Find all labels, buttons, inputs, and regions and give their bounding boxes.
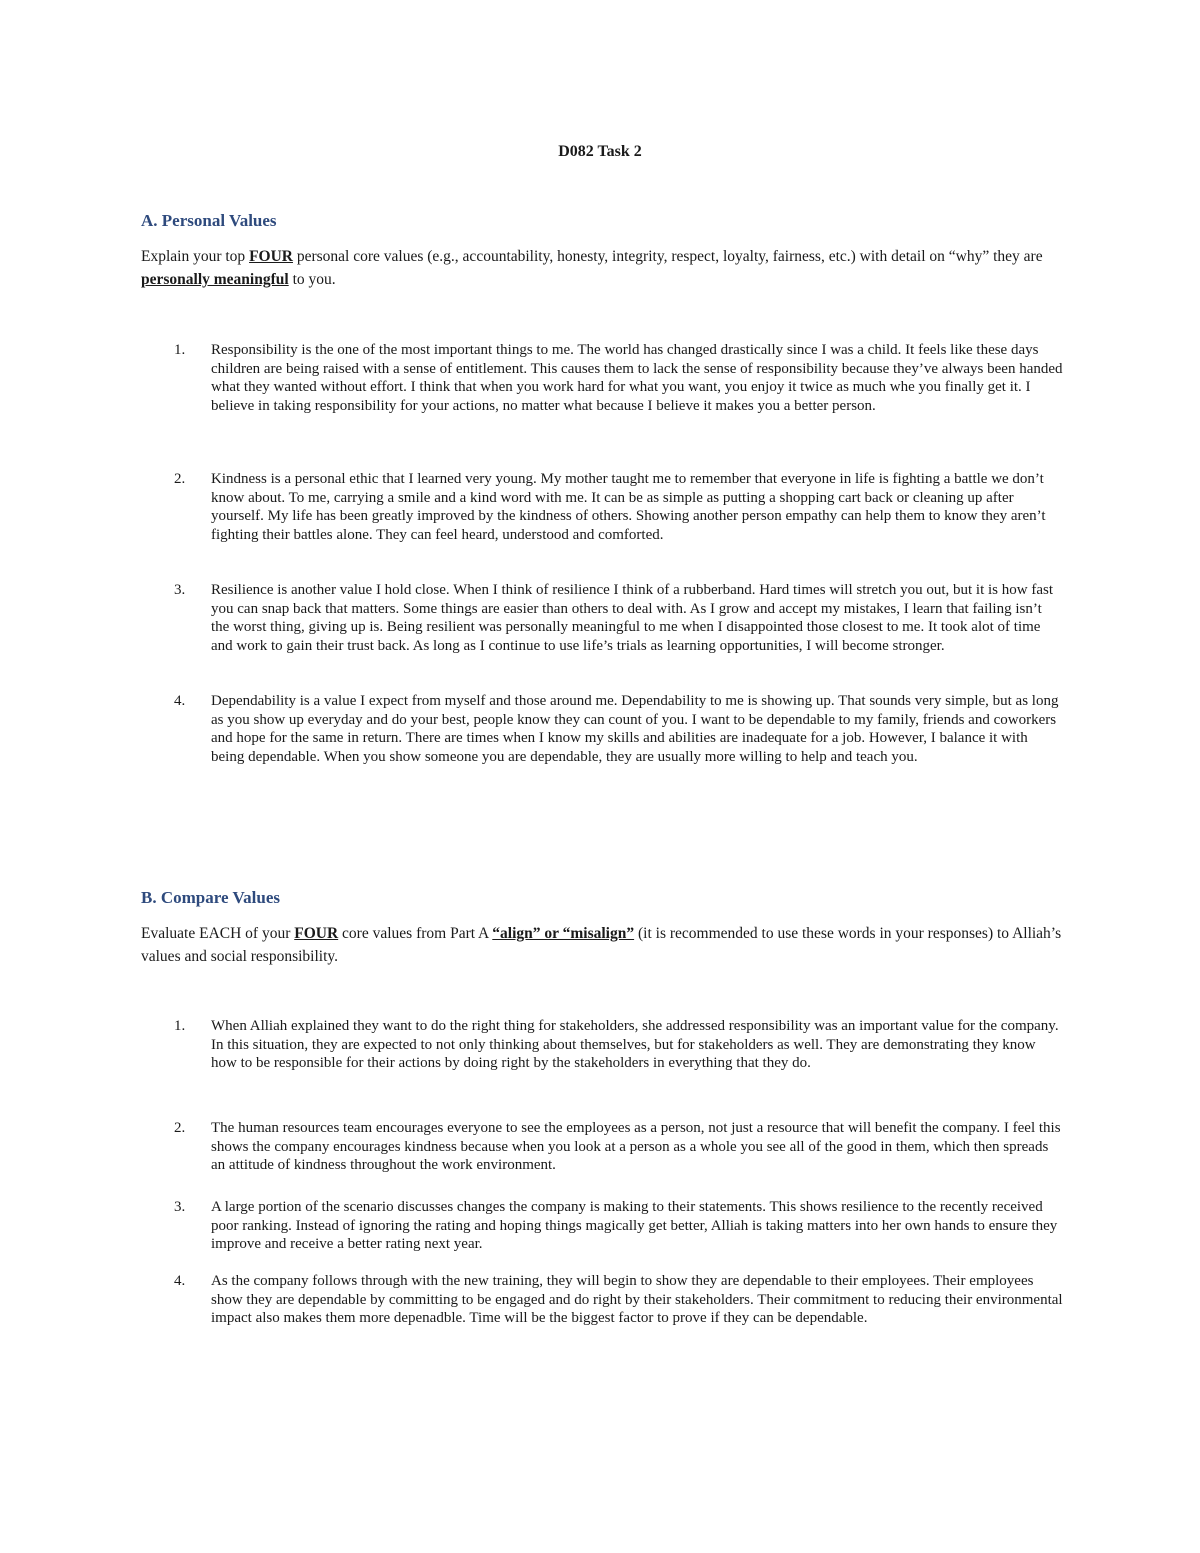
answer-number: 1.	[174, 342, 186, 358]
answer-text: The human resources team encourages everyone to see the employees as a person, not just a resource that will benefit the company. I feel this shows the company encourages kindness because when you look at a person as a whole you see all of the good in them, which then spreads an attitude of kindness throughout the work environment.	[211, 1120, 1061, 1173]
answer-number: 4.	[174, 693, 186, 709]
prompt-emphasis-four: FOUR	[249, 248, 293, 265]
section-a-heading: A. Personal Values	[141, 211, 277, 230]
prompt-text: personal core values (e.g., accountability, honesty, integrity, respect, loyalty, fairness, etc.) with detail on “why” they are	[292, 248, 1043, 265]
section-b-prompt	[141, 922, 1066, 968]
prompt-emphasis-four: FOUR	[294, 925, 339, 942]
document-title: D082 Task 2	[558, 143, 642, 160]
answer-number: 2.	[174, 1120, 186, 1136]
answer-number: 3.	[174, 582, 186, 598]
section-compare-values	[141, 888, 1066, 1326]
answer-text: Kindness is a personal ethic that I learned very young. My mother taught me to remember that everyone in life is fighting a battle we don’t know about. To me, carrying a smile and a kind word with me. It can be as simple as putting a shopping cart back or cleaning up after yourself. My life has been greatly improved by the kindness of others. Showing another person empathy can help them to know they aren’t fighting their battles alone. They can feel heard, understood and comforted.	[211, 471, 1046, 543]
answer-text: When Alliah explained they want to do the right thing for stakeholders, she addressed responsibility was an important value for the company. In this situation, they are expected to not only thinking about themselves, but for stakeholders as well. They are demonstrating they know how to be responsible for their actions by doing right by the stakeholders in everything that they do.	[211, 1018, 1059, 1071]
prompt-emphasis-align: “align” or “misalign”	[492, 925, 635, 942]
prompt-text: Explain your top	[141, 248, 250, 265]
prompt-emphasis-meaningful: personally meaningful	[141, 271, 289, 288]
answer-text: Dependability is a value I expect from myself and those around me. Dependability to me is showing up. That sounds very simple, but as long as you show up everyday and do your best, people know they can count of you. I want to be dependable to my family, friends and coworkers and hope for the same in return. There are times when I know my skills and abilities are inadequate for a job. However, I balance it with being dependable. When you show someone you are dependable, they are usually more willing to help and teach you.	[211, 693, 1059, 765]
prompt-text: to you.	[288, 271, 336, 288]
prompt-text: Evaluate EACH of your	[141, 925, 295, 942]
answer-text: Responsibility is the one of the most important things to me. The world has changed drastically since I was a child. It feels like these days children are being raised with a sense of entitlement. This causes them to lack the sense of responsibility because they’ve always been handed what they wanted without effort. I think that when you work hard for what you want, you enjoy it twice as much whe you finally get it. I believe in taking responsibility for your actions, no matter what because I believe it makes you a better person.	[211, 342, 1063, 414]
answer-text: A large portion of the scenario discusses changes the company is making to their statements. This shows resilience to the recently received poor ranking. Instead of ignoring the rating and hoping things magically get better, Alliah is taking matters into her own hands to ensure they improve and receive a better rating next year.	[211, 1199, 1058, 1252]
section-b-heading: B. Compare Values	[141, 888, 281, 907]
answer-number: 2.	[174, 471, 186, 487]
answer-number: 4.	[174, 1273, 186, 1289]
prompt-text: core values from Part A	[338, 925, 493, 942]
section-a-prompt	[141, 245, 1066, 291]
prompt-text: (it is recommended to use these words in your responses) to Alliah’s values and social responsibility.	[141, 925, 1062, 965]
answer-text: Resilience is another value I hold close. When I think of resilience I think of a rubberband. Hard times will stretch you out, but it is how fast you can snap back that matters. Some things are easier than others to deal with. As I grow and accept my mistakes, I learn that failing isn’t the worst thing, giving up is. Being resilient was personally meaningful to me when I disappointed those closest to me. It took alot of time and work to gain their trust back. As long as I continue to use life’s trials as learning opportunities, I will become stronger.	[211, 582, 1054, 654]
section-personal-values	[141, 211, 1066, 765]
answer-number: 3.	[174, 1199, 186, 1215]
answer-text: As the company follows through with the new training, they will begin to show they are dependable to their employees. Their employees show they are dependable by committing to be engaged and do right by their stakeholders. Their commitment to reducing their environmental impact also makes them more depenadble. Time will be the biggest factor to prove if they can be dependable.	[211, 1273, 1063, 1326]
answer-number: 1.	[174, 1018, 186, 1034]
